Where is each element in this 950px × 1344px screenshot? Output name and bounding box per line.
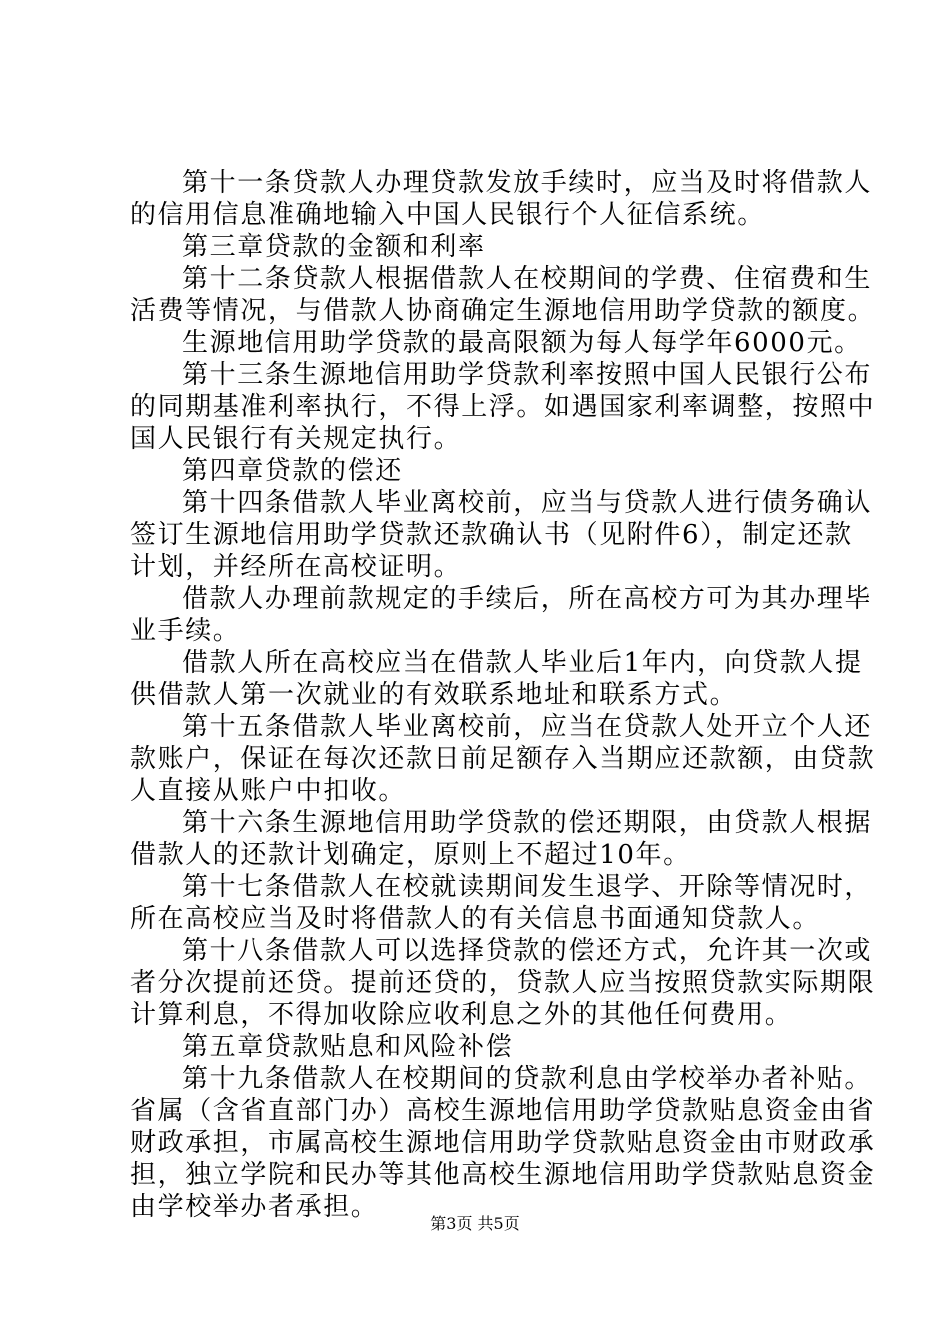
- paragraph-line: 活费等情况，与借款人协商确定生源地信用助学贷款的额度。: [130, 296, 876, 326]
- paragraph-line: 担，独立学院和民办等其他高校生源地信用助学贷款贴息资金: [130, 1160, 876, 1190]
- page-number-footer: 第3页 共5页: [430, 1214, 520, 1233]
- paragraph-line: 的同期基准利率执行，不得上浮。如遇国家利率调整，按照中: [130, 392, 876, 422]
- paragraph-line: 生源地信用助学贷款的最高限额为每人每学年6000元。: [182, 328, 862, 358]
- paragraph-line: 借款人的还款计划确定，原则上不超过10年。: [130, 840, 691, 870]
- paragraph-line: 业手续。: [130, 616, 241, 646]
- paragraph-line: 财政承担，市属高校生源地信用助学贷款贴息资金由市财政承: [130, 1128, 876, 1158]
- document-body: [130, 167, 876, 1223]
- paragraph-line: 第十八条借款人可以选择贷款的偿还方式，允许其一次或: [182, 936, 873, 966]
- paragraph-line: 供借款人第一次就业的有效联系地址和联系方式。: [130, 680, 738, 710]
- paragraph-line: 第十三条生源地信用助学贷款利率按照中国人民银行公布: [182, 360, 873, 390]
- paragraph-line: 第十五条借款人毕业离校前，应当在贷款人处开立个人还: [182, 712, 873, 742]
- paragraph-line: 第十一条贷款人办理贷款发放手续时，应当及时将借款人: [182, 168, 873, 198]
- paragraph-line: 计划，并经所在高校证明。: [130, 552, 462, 582]
- paragraph-line: 计算利息，不得加收除应收利息之外的其他任何费用。: [130, 1000, 793, 1030]
- paragraph-line: 省属（含省直部门办）高校生源地信用助学贷款贴息资金由省: [130, 1096, 876, 1126]
- paragraph-line: 的信用信息准确地输入中国人民银行个人征信系统。: [130, 200, 765, 230]
- paragraph-line: 第十六条生源地信用助学贷款的偿还期限，由贷款人根据: [182, 808, 873, 838]
- paragraph-line: 者分次提前还贷。提前还贷的，贷款人应当按照贷款实际期限: [130, 968, 876, 998]
- paragraph-line: 签订生源地信用助学贷款还款确认书（见附件6），制定还款: [130, 520, 853, 550]
- chapter-heading: 第五章贷款贴息和风险补偿: [182, 1032, 514, 1062]
- paragraph-line: 第十九条借款人在校期间的贷款利息由学校举办者补贴。: [182, 1064, 873, 1094]
- chapter-heading: 第三章贷款的金额和利率: [182, 232, 486, 262]
- paragraph-line: 由学校举办者承担。: [130, 1192, 379, 1222]
- paragraph-line: 第十七条借款人在校就读期间发生退学、开除等情况时，: [182, 872, 873, 902]
- paragraph-line: 人直接从账户中扣收。: [130, 776, 407, 806]
- paragraph-line: 借款人办理前款规定的手续后，所在高校方可为其办理毕: [182, 584, 873, 614]
- paragraph-line: 国人民银行有关规定执行。: [130, 424, 462, 454]
- paragraph-line: 所在高校应当及时将借款人的有关信息书面通知贷款人。: [130, 904, 821, 934]
- paragraph-line: 第十二条贷款人根据借款人在校期间的学费、住宿费和生: [182, 264, 873, 294]
- paragraph-line: 借款人所在高校应当在借款人毕业后1年内，向贷款人提: [182, 648, 863, 678]
- paragraph-line: 款账户，保证在每次还款日前足额存入当期应还款额，由贷款: [130, 744, 876, 774]
- chapter-heading: 第四章贷款的偿还: [182, 456, 403, 486]
- paragraph-line: 第十四条借款人毕业离校前，应当与贷款人进行债务确认: [182, 488, 873, 518]
